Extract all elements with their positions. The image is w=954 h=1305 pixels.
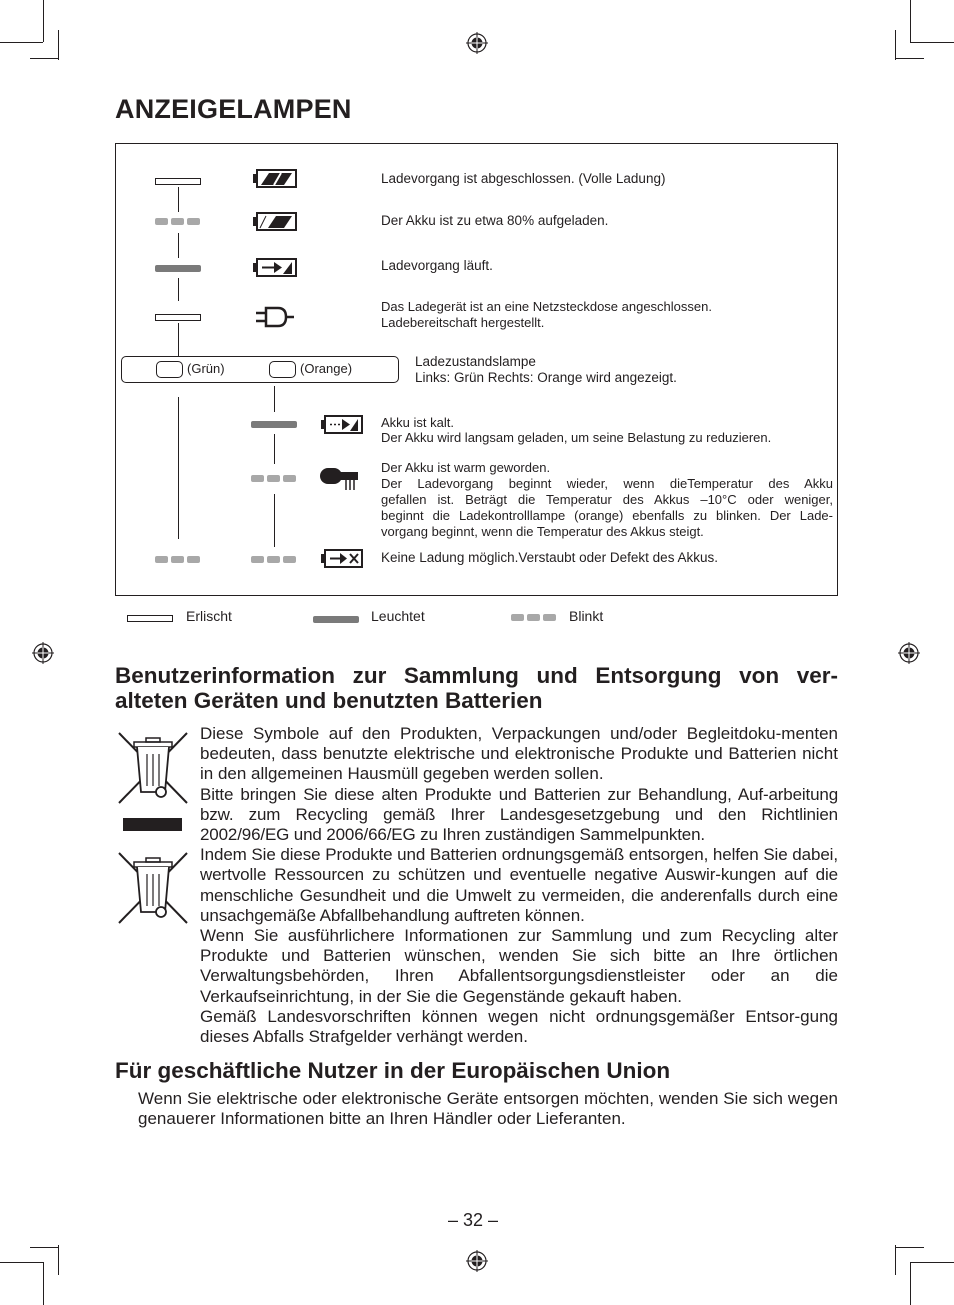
page-number: – 32 – bbox=[448, 1210, 499, 1230]
key-off-label: Erlischt bbox=[186, 608, 232, 624]
cold-battery-line2: Der Akku wird langsam geladen, um seine Belastung zu reduzieren. bbox=[381, 430, 772, 445]
status-standby-line2: Ladebereitschaft hergestellt. bbox=[381, 315, 545, 330]
section1-body bbox=[200, 724, 838, 1047]
error-battery-text: Keine Ladung möglich.Verstaubt oder Defekt des Akkus. bbox=[381, 550, 718, 565]
crop-mark bbox=[30, 1247, 59, 1248]
connector-line bbox=[178, 323, 179, 356]
crop-mark bbox=[43, 1262, 44, 1305]
crop-mark bbox=[30, 58, 59, 59]
section1-heading-line1: Benutzerinformation zur Sammlung und Entsorgung von ver- bbox=[115, 663, 838, 688]
key-on-swatch bbox=[313, 616, 359, 623]
status-80-text: Der Akku ist zu etwa 80% aufgeladen. bbox=[381, 213, 609, 228]
battery-full-icon bbox=[252, 169, 298, 189]
crossed-bin-battery-icon bbox=[116, 850, 190, 926]
crop-mark bbox=[895, 1247, 924, 1248]
crop-mark bbox=[910, 1262, 954, 1263]
crop-mark bbox=[910, 1262, 911, 1305]
section2-heading: Für geschäftliche Nutzer in der Europäischen Union bbox=[115, 1058, 671, 1083]
battery-cold-icon bbox=[320, 415, 364, 435]
orange-lamp-label: (Orange) bbox=[300, 361, 353, 376]
section1-heading-line2: alteten Geräten und benutzten Batterien bbox=[115, 688, 543, 713]
connector-line bbox=[178, 233, 179, 258]
registration-mark-icon bbox=[466, 32, 488, 54]
lamp-on-indicator bbox=[251, 421, 297, 428]
key-on-label: Leuchtet bbox=[371, 608, 425, 624]
lamp-off-indicator bbox=[155, 314, 201, 321]
crossed-bin-icon bbox=[116, 730, 190, 806]
paragraph: Diese Symbole auf den Produkten, Verpackungen und/oder Begleitdoku-menten bedeuten, dass benutzte elektrische und elektronische Produkte und Batterien nicht in den allgemeinen Hausmüll gegeben werden sollen. bbox=[200, 724, 838, 784]
connector-line bbox=[178, 278, 179, 301]
registration-mark-icon bbox=[32, 642, 54, 664]
green-lamp-label: (Grün) bbox=[187, 361, 225, 376]
warm-battery-line4: beginnt die Ladekontrolllampe (orange) ebenfalls zu blinken. Der Lade- bbox=[381, 508, 833, 523]
battery-warm-icon bbox=[318, 465, 364, 493]
paragraph: Indem Sie diese Produkte und Batterien ordnungsgemäß entsorgen, helfen Sie dabei, wertvolle Ressourcen zu schützen und eventuelle negative Auswir-kungen auf die menschliche Gesundheit und die Umwelt zu vermeiden, die anderenfalls durch eine unsachgemäße Abfallbehandlung auftreten können. bbox=[200, 845, 838, 925]
key-blink-swatch bbox=[511, 614, 557, 621]
paragraph: Bitte bringen Sie diese alten Produkte und Batterien zur Behandlung, Auf-arbeitung bzw. zum Recycling gemäß Ihrer Landesgesetzgebung und den Richtlinien 2002/96/EG und 2006/66/EG zu Ihren zuständigen Sammelpunkten. bbox=[200, 784, 838, 845]
lamp-blink-indicator bbox=[251, 475, 297, 482]
connector-line bbox=[274, 494, 275, 547]
warm-battery-line2: Der Ladevorgang beginnt wieder, wenn dieTemperatur des Akku bbox=[381, 476, 833, 491]
registration-mark-icon bbox=[466, 1250, 488, 1272]
status-charging-text: Ladevorgang läuft. bbox=[381, 258, 493, 273]
battery-charging-icon bbox=[252, 258, 298, 278]
orange-lamp-badge bbox=[269, 361, 296, 378]
crop-mark bbox=[910, 0, 911, 42]
lamp-blink-indicator bbox=[155, 556, 201, 563]
page-title: ANZEIGELAMPEN bbox=[115, 94, 352, 124]
battery-80-icon bbox=[252, 212, 298, 232]
status-full-text: Ladevorgang ist abgeschlossen. (Volle Ladung) bbox=[381, 171, 666, 186]
weee-black-bar bbox=[123, 818, 182, 831]
paragraph: Wenn Sie ausführlichere Informationen zur Sammlung und zum Recycling alter Produkte und Batterien wünschen, wenden Sie sich bitte an Ihre örtlichen Verwaltungsbehörden, Ihren Abfallentsorgungsdienstleister oder an die Verkaufseinrichtung, in der Sie die Gegenstände gekauft haben. bbox=[200, 926, 838, 1006]
warm-battery-line5: vorgang beginnt, wenn die Temperatur des Akkus steigt. bbox=[381, 524, 704, 539]
battery-error-icon bbox=[320, 549, 364, 569]
section2-body: Wenn Sie elektrische oder elektronische Geräte entsorgen möchten, wenden Sie sich wegen genauerer Informationen bitte an Ihren Händler oder Lieferanten. bbox=[138, 1089, 838, 1129]
key-blink-label: Blinkt bbox=[569, 608, 604, 624]
lamp-on-indicator bbox=[155, 265, 201, 272]
connector-line bbox=[178, 397, 179, 539]
green-lamp-badge bbox=[156, 361, 183, 378]
paragraph: Gemäß Landesvorschriften können wegen nicht ordnungsgemäßer Entsor-gung dieses Abfalls Strafgelder verhängt werden. bbox=[200, 1006, 838, 1047]
lamp-blink-indicator bbox=[155, 218, 201, 225]
warm-battery-line3: gefallen ist. Beträgt die Temperatur des Akkus –10°C oder weniger, bbox=[381, 492, 833, 507]
crop-mark bbox=[910, 42, 954, 43]
crop-mark bbox=[58, 1245, 59, 1275]
crop-mark bbox=[895, 1245, 896, 1275]
crop-mark bbox=[895, 58, 924, 59]
crop-mark bbox=[43, 0, 44, 42]
connector-line bbox=[274, 386, 275, 412]
crop-mark bbox=[0, 42, 43, 43]
lamp-off-indicator bbox=[155, 178, 201, 185]
connector-line bbox=[274, 434, 275, 464]
key-off-swatch bbox=[127, 615, 173, 622]
status-standby-line1: Das Ladegerät ist an eine Netzsteckdose angeschlossen. bbox=[381, 299, 712, 314]
plug-icon bbox=[254, 305, 296, 329]
registration-mark-icon bbox=[898, 642, 920, 664]
lamp-legend-desc: Links: Grün Rechts: Orange wird angezeigt. bbox=[415, 370, 677, 385]
crop-mark bbox=[58, 30, 59, 60]
lamp-legend-title: Ladezustandslampe bbox=[415, 354, 536, 369]
lamp-blink-indicator bbox=[251, 556, 297, 563]
crop-mark bbox=[895, 30, 896, 60]
warm-battery-line1: Der Akku ist warm geworden. bbox=[381, 460, 551, 475]
cold-battery-line1: Akku ist kalt. bbox=[381, 415, 454, 430]
crop-mark bbox=[0, 1262, 43, 1263]
connector-line bbox=[178, 187, 179, 212]
